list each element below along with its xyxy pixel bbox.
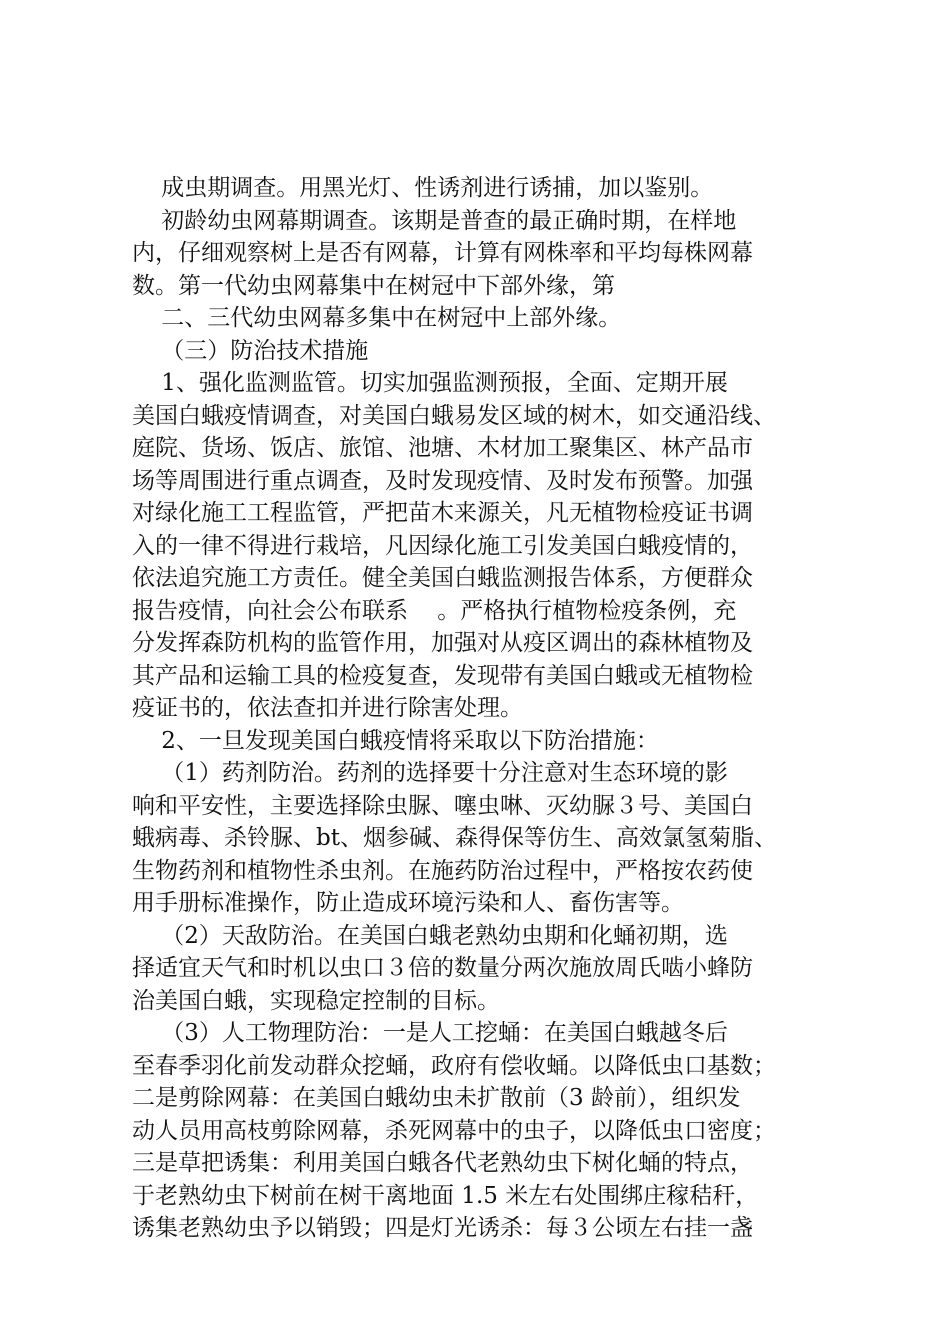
- text-line: 二、三代幼虫网幕多集中在树冠中上部外缘。: [132, 305, 622, 331]
- text-line: 动人员用高枝剪除网幕，杀死网幕中的虫子，以降低虫口密度；: [132, 1117, 776, 1144]
- text-line: 分发挥森防机构的监管作用，加强对从疫区调出的森林植物及: [132, 630, 753, 656]
- text-line: 响和平安性，主要选择除虫脲、噻虫啉、灭幼脲３号、美国白: [132, 792, 753, 819]
- text-line: 至春季羽化前发动群众挖蛹，政府有偿收蛹。以降低虫口基数；: [132, 1052, 776, 1079]
- text-line: （1）药剂防治。药剂的选择要十分注意对生态环境的影: [132, 760, 728, 786]
- text-line: 治美国白蛾，实现稳定控制的目标。: [132, 987, 500, 1014]
- text-line: 于老熟幼虫下树前在树干离地面 1.5 米左右处围绑庄稼秸秆，: [132, 1182, 759, 1209]
- text-line: 2、一旦发现美国白蛾疫情将采取以下防治措施：: [132, 727, 659, 754]
- text-line: 疫证书的，依法查扣并进行除害处理。: [132, 695, 523, 721]
- text-line: 择适宜天气和时机以虫口３倍的数量分两次施放周氏啮小蜂防: [132, 955, 753, 981]
- text-line: 蛾病毒、杀铃脲、bt、烟参碱、森得保等仿生、高效氯氢菊脂、: [132, 825, 777, 851]
- text-line: 庭院、货场、饭店、旅馆、池塘、木材加工聚集区、林产品市: [132, 435, 753, 461]
- text-line: 用手册标准操作，防止造成环境污染和人、畜伤害等。: [132, 890, 684, 916]
- section-heading: （三）防治技术措施: [132, 337, 369, 364]
- text-line: 成虫期调查。用黑光灯、性诱剂进行诱捕，加以鉴别。: [132, 175, 714, 201]
- text-line: 入的一律不得进行栽培，凡因绿化施工引发美国白蛾疫情的，: [132, 532, 753, 559]
- text-line: 其产品和运输工具的检疫复查，发现带有美国白蛾或无植物检: [132, 662, 753, 689]
- text-line: 场等周围进行重点调查，及时发现疫情、及时发布预警。加强: [132, 467, 753, 494]
- text-line: 报告疫情，向社会公布联系 。严格执行植物检疫条例，充: [132, 597, 737, 624]
- text-line: （3）人工物理防治：一是人工挖蛹：在美国白蛾越冬后: [132, 1020, 728, 1046]
- text-line: 1、强化监测监管。切实加强监测预报，全面、定期开展: [132, 370, 728, 396]
- text-line: 美国白蛾疫情调查，对美国白蛾易发区域的树木，如交通沿线、: [132, 402, 776, 429]
- text-line: 二是剪除网幕：在美国白蛾幼虫未扩散前（3 龄前），组织发: [132, 1085, 741, 1111]
- text-line: 初龄幼虫网幕期调查。该期是普查的最正确时期，在样地: [132, 207, 737, 234]
- document-body: [132, 172, 842, 1245]
- text-line: 依法追究施工方责任。健全美国白蛾监测报告体系，方便群众: [132, 565, 753, 591]
- text-line: 对绿化施工工程监管，严把苗木来源关，凡无植物检疫证书调: [132, 500, 753, 526]
- text-line: （2）天敌防治。在美国白蛾老熟幼虫期和化蛹初期，选: [132, 922, 728, 949]
- text-line: 三是草把诱集：利用美国白蛾各代老熟幼虫下树化蛹的特点，: [132, 1150, 753, 1176]
- text-line: 生物药剂和植物性杀虫剂。在施药防治过程中，严格按农药使: [132, 857, 753, 884]
- text-line: 内，仔细观察树上是否有网幕，计算有网株率和平均每株网幕: [132, 240, 753, 266]
- text-line: 诱集老熟幼虫予以销毁；四是灯光诱杀：每３公顷左右挂一盏: [132, 1215, 753, 1241]
- text-line: 数。第一代幼虫网幕集中在树冠中下部外缘，第: [132, 272, 615, 299]
